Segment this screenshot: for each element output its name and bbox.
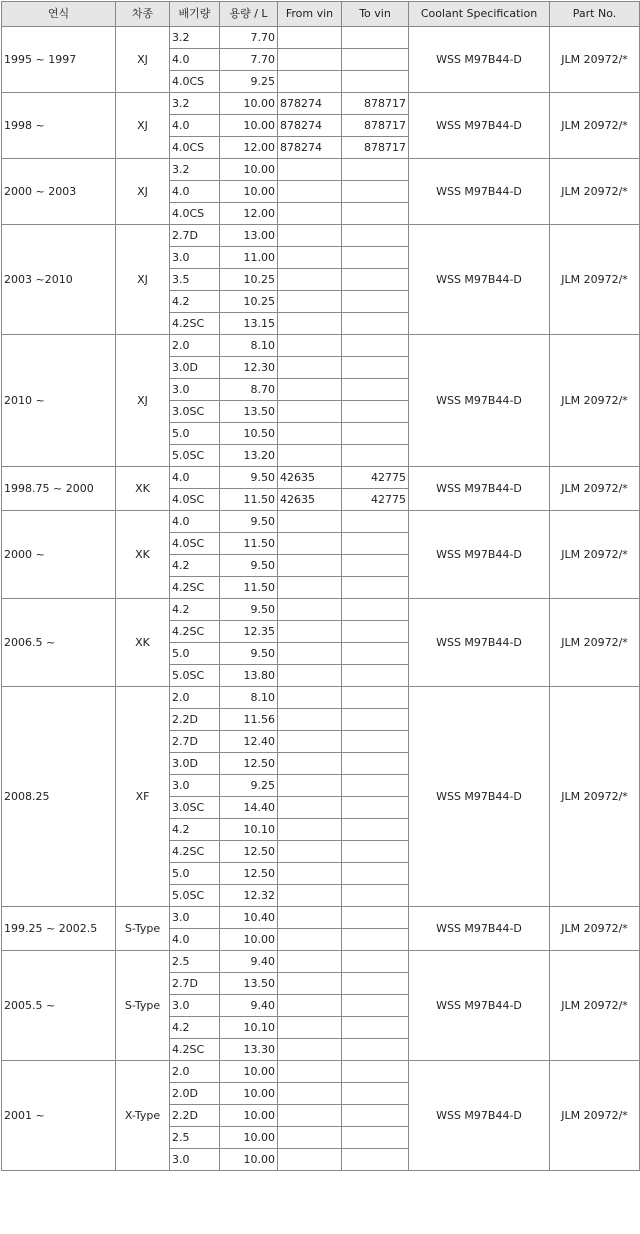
table-row — [2, 599, 640, 621]
cell-displacement: 3.0 — [170, 1149, 220, 1171]
cell-from-vin — [278, 533, 342, 555]
cell-from-vin — [278, 401, 342, 423]
cell-year: 199.25 ~ 2002.5 — [2, 907, 116, 951]
cell-coolant-spec: WSS M97B44-D — [409, 225, 550, 335]
cell-to-vin — [342, 313, 409, 335]
cell-to-vin — [342, 27, 409, 49]
cell-displacement: 5.0 — [170, 423, 220, 445]
cell-to-vin — [342, 577, 409, 599]
cell-to-vin — [342, 335, 409, 357]
cell-to-vin — [342, 269, 409, 291]
cell-to-vin — [342, 775, 409, 797]
col-header-to-vin: To vin — [342, 2, 409, 27]
cell-from-vin — [278, 731, 342, 753]
cell-from-vin — [278, 1017, 342, 1039]
cell-capacity: 13.00 — [220, 225, 278, 247]
cell-displacement: 3.0 — [170, 775, 220, 797]
cell-to-vin — [342, 1083, 409, 1105]
cell-capacity: 10.00 — [220, 1105, 278, 1127]
col-header-from-vin: From vin — [278, 2, 342, 27]
cell-model: X-Type — [116, 1061, 170, 1171]
cell-displacement: 3.0 — [170, 247, 220, 269]
cell-capacity: 10.00 — [220, 159, 278, 181]
cell-to-vin — [342, 181, 409, 203]
table-row — [2, 1061, 640, 1083]
cell-capacity: 9.50 — [220, 555, 278, 577]
table-row — [2, 907, 640, 929]
cell-from-vin — [278, 995, 342, 1017]
cell-model: XJ — [116, 225, 170, 335]
table-row — [2, 951, 640, 973]
cell-to-vin — [342, 797, 409, 819]
cell-capacity: 12.50 — [220, 841, 278, 863]
cell-from-vin — [278, 599, 342, 621]
cell-displacement: 4.2 — [170, 1017, 220, 1039]
cell-part-no: JLM 20972/* — [550, 1061, 640, 1171]
cell-from-vin — [278, 1061, 342, 1083]
table-row — [2, 27, 640, 49]
cell-from-vin — [278, 687, 342, 709]
cell-to-vin — [342, 159, 409, 181]
cell-to-vin — [342, 1105, 409, 1127]
cell-from-vin — [278, 1083, 342, 1105]
cell-year: 1998.75 ~ 2000 — [2, 467, 116, 511]
cell-from-vin — [278, 203, 342, 225]
cell-displacement: 3.5 — [170, 269, 220, 291]
cell-from-vin — [278, 379, 342, 401]
cell-capacity: 9.40 — [220, 995, 278, 1017]
cell-coolant-spec: WSS M97B44-D — [409, 159, 550, 225]
cell-year: 2000 ~ 2003 — [2, 159, 116, 225]
cell-displacement: 4.0SC — [170, 489, 220, 511]
cell-from-vin — [278, 313, 342, 335]
cell-from-vin — [278, 1127, 342, 1149]
cell-year: 1995 ~ 1997 — [2, 27, 116, 93]
col-header-model: 차종 — [116, 2, 170, 27]
cell-to-vin — [342, 885, 409, 907]
cell-part-no: JLM 20972/* — [550, 93, 640, 159]
cell-to-vin — [342, 819, 409, 841]
cell-to-vin: 878717 — [342, 137, 409, 159]
header-row — [2, 2, 640, 27]
cell-displacement: 3.0SC — [170, 401, 220, 423]
cell-year: 2005.5 ~ — [2, 951, 116, 1061]
cell-capacity: 9.50 — [220, 643, 278, 665]
cell-displacement: 3.0SC — [170, 797, 220, 819]
cell-displacement: 4.0CS — [170, 203, 220, 225]
cell-from-vin — [278, 291, 342, 313]
cell-to-vin — [342, 665, 409, 687]
cell-displacement: 4.0 — [170, 115, 220, 137]
cell-displacement: 3.0 — [170, 907, 220, 929]
cell-from-vin: 42635 — [278, 467, 342, 489]
cell-capacity: 10.00 — [220, 115, 278, 137]
cell-capacity: 13.20 — [220, 445, 278, 467]
cell-capacity: 9.50 — [220, 599, 278, 621]
cell-to-vin — [342, 621, 409, 643]
cell-to-vin — [342, 401, 409, 423]
cell-displacement: 2.0D — [170, 1083, 220, 1105]
cell-displacement: 4.0 — [170, 929, 220, 951]
cell-displacement: 3.2 — [170, 93, 220, 115]
cell-to-vin — [342, 225, 409, 247]
cell-from-vin — [278, 753, 342, 775]
cell-coolant-spec: WSS M97B44-D — [409, 467, 550, 511]
cell-from-vin — [278, 27, 342, 49]
cell-displacement: 3.2 — [170, 27, 220, 49]
cell-from-vin — [278, 665, 342, 687]
cell-capacity: 8.10 — [220, 335, 278, 357]
table-row — [2, 159, 640, 181]
cell-capacity: 12.00 — [220, 203, 278, 225]
cell-capacity: 7.70 — [220, 27, 278, 49]
cell-capacity: 9.50 — [220, 467, 278, 489]
col-header-part-no: Part No. — [550, 2, 640, 27]
cell-to-vin — [342, 753, 409, 775]
cell-from-vin — [278, 929, 342, 951]
col-header-capacity: 용량 / L — [220, 2, 278, 27]
cell-capacity: 10.00 — [220, 181, 278, 203]
cell-displacement: 4.2SC — [170, 841, 220, 863]
cell-model: XK — [116, 599, 170, 687]
cell-capacity: 10.00 — [220, 1127, 278, 1149]
cell-capacity: 9.25 — [220, 775, 278, 797]
cell-capacity: 9.40 — [220, 951, 278, 973]
col-header-displacement: 배기량 — [170, 2, 220, 27]
cell-year: 2008.25 — [2, 687, 116, 907]
cell-from-vin — [278, 1105, 342, 1127]
cell-to-vin — [342, 863, 409, 885]
cell-coolant-spec: WSS M97B44-D — [409, 27, 550, 93]
cell-part-no: JLM 20972/* — [550, 599, 640, 687]
cell-displacement: 2.0 — [170, 335, 220, 357]
cell-from-vin — [278, 1039, 342, 1061]
cell-year: 2000 ~ — [2, 511, 116, 599]
cell-displacement: 5.0SC — [170, 665, 220, 687]
cell-from-vin — [278, 709, 342, 731]
cell-model: XJ — [116, 335, 170, 467]
cell-year: 2003 ~2010 — [2, 225, 116, 335]
cell-from-vin — [278, 907, 342, 929]
cell-to-vin — [342, 687, 409, 709]
cell-capacity: 10.10 — [220, 1017, 278, 1039]
cell-to-vin — [342, 533, 409, 555]
cell-from-vin — [278, 775, 342, 797]
cell-capacity: 11.00 — [220, 247, 278, 269]
cell-year: 1998 ~ — [2, 93, 116, 159]
cell-capacity: 10.40 — [220, 907, 278, 929]
cell-from-vin — [278, 71, 342, 93]
table-row — [2, 225, 640, 247]
cell-displacement: 2.7D — [170, 731, 220, 753]
cell-displacement: 4.2 — [170, 599, 220, 621]
cell-to-vin — [342, 291, 409, 313]
cell-displacement: 5.0 — [170, 643, 220, 665]
cell-capacity: 12.50 — [220, 863, 278, 885]
cell-capacity: 10.00 — [220, 929, 278, 951]
cell-capacity: 12.50 — [220, 753, 278, 775]
cell-displacement: 2.0 — [170, 1061, 220, 1083]
cell-to-vin — [342, 71, 409, 93]
cell-from-vin — [278, 885, 342, 907]
cell-model: XJ — [116, 27, 170, 93]
cell-to-vin — [342, 1127, 409, 1149]
cell-to-vin — [342, 1017, 409, 1039]
cell-coolant-spec: WSS M97B44-D — [409, 599, 550, 687]
cell-displacement: 4.2SC — [170, 313, 220, 335]
cell-year: 2001 ~ — [2, 1061, 116, 1171]
cell-displacement: 3.0D — [170, 357, 220, 379]
cell-to-vin — [342, 555, 409, 577]
cell-displacement: 3.0D — [170, 753, 220, 775]
cell-to-vin — [342, 357, 409, 379]
cell-displacement: 5.0SC — [170, 445, 220, 467]
cell-coolant-spec: WSS M97B44-D — [409, 335, 550, 467]
cell-capacity: 11.50 — [220, 489, 278, 511]
cell-capacity: 10.25 — [220, 269, 278, 291]
cell-displacement: 2.5 — [170, 951, 220, 973]
cell-from-vin — [278, 49, 342, 71]
cell-part-no: JLM 20972/* — [550, 907, 640, 951]
col-header-year: 연식 — [2, 2, 116, 27]
cell-displacement: 2.5 — [170, 1127, 220, 1149]
cell-displacement: 4.2SC — [170, 577, 220, 599]
cell-from-vin — [278, 159, 342, 181]
cell-displacement: 4.2 — [170, 819, 220, 841]
cell-coolant-spec: WSS M97B44-D — [409, 907, 550, 951]
cell-capacity: 8.10 — [220, 687, 278, 709]
cell-displacement: 4.0CS — [170, 137, 220, 159]
cell-displacement: 2.2D — [170, 709, 220, 731]
cell-to-vin — [342, 929, 409, 951]
cell-to-vin — [342, 599, 409, 621]
cell-to-vin — [342, 951, 409, 973]
cell-model: XK — [116, 511, 170, 599]
cell-capacity: 9.25 — [220, 71, 278, 93]
cell-year: 2010 ~ — [2, 335, 116, 467]
cell-from-vin: 42635 — [278, 489, 342, 511]
cell-displacement: 4.2SC — [170, 621, 220, 643]
cell-displacement: 4.0 — [170, 511, 220, 533]
cell-displacement: 2.7D — [170, 973, 220, 995]
cell-from-vin — [278, 445, 342, 467]
cell-to-vin: 42775 — [342, 467, 409, 489]
cell-to-vin — [342, 49, 409, 71]
cell-displacement: 4.0CS — [170, 71, 220, 93]
cell-from-vin — [278, 819, 342, 841]
cell-from-vin — [278, 973, 342, 995]
cell-capacity: 11.56 — [220, 709, 278, 731]
cell-displacement: 3.2 — [170, 159, 220, 181]
cell-from-vin — [278, 511, 342, 533]
cell-capacity: 10.00 — [220, 93, 278, 115]
cell-part-no: JLM 20972/* — [550, 27, 640, 93]
cell-to-vin — [342, 423, 409, 445]
table-row — [2, 687, 640, 709]
cell-capacity: 10.00 — [220, 1061, 278, 1083]
cell-to-vin — [342, 511, 409, 533]
cell-model: XF — [116, 687, 170, 907]
cell-capacity: 13.50 — [220, 401, 278, 423]
cell-capacity: 11.50 — [220, 577, 278, 599]
cell-model: S-Type — [116, 951, 170, 1061]
cell-capacity: 9.50 — [220, 511, 278, 533]
cell-to-vin — [342, 841, 409, 863]
cell-coolant-spec: WSS M97B44-D — [409, 951, 550, 1061]
cell-displacement: 4.2 — [170, 291, 220, 313]
coolant-spec-table — [1, 1, 640, 1171]
cell-to-vin — [342, 731, 409, 753]
cell-part-no: JLM 20972/* — [550, 511, 640, 599]
cell-capacity: 12.30 — [220, 357, 278, 379]
cell-displacement: 4.2SC — [170, 1039, 220, 1061]
cell-to-vin: 878717 — [342, 115, 409, 137]
cell-from-vin — [278, 555, 342, 577]
cell-coolant-spec: WSS M97B44-D — [409, 93, 550, 159]
cell-displacement: 4.0SC — [170, 533, 220, 555]
cell-from-vin — [278, 1149, 342, 1171]
table-row — [2, 511, 640, 533]
cell-part-no: JLM 20972/* — [550, 159, 640, 225]
cell-from-vin — [278, 643, 342, 665]
cell-capacity: 12.40 — [220, 731, 278, 753]
cell-part-no: JLM 20972/* — [550, 335, 640, 467]
cell-to-vin — [342, 247, 409, 269]
table-row — [2, 93, 640, 115]
cell-part-no: JLM 20972/* — [550, 687, 640, 907]
cell-displacement: 4.2 — [170, 555, 220, 577]
cell-capacity: 13.50 — [220, 973, 278, 995]
cell-to-vin — [342, 643, 409, 665]
cell-from-vin — [278, 621, 342, 643]
cell-to-vin: 42775 — [342, 489, 409, 511]
cell-from-vin — [278, 225, 342, 247]
cell-displacement: 2.0 — [170, 687, 220, 709]
cell-from-vin — [278, 269, 342, 291]
col-header-coolant-spec: Coolant Specification — [409, 2, 550, 27]
cell-to-vin — [342, 709, 409, 731]
cell-capacity: 14.40 — [220, 797, 278, 819]
cell-to-vin — [342, 379, 409, 401]
cell-part-no: JLM 20972/* — [550, 951, 640, 1061]
cell-from-vin — [278, 423, 342, 445]
cell-displacement: 2.2D — [170, 1105, 220, 1127]
cell-capacity: 13.80 — [220, 665, 278, 687]
cell-from-vin — [278, 841, 342, 863]
cell-part-no: JLM 20972/* — [550, 467, 640, 511]
cell-to-vin: 878717 — [342, 93, 409, 115]
cell-displacement: 4.0 — [170, 49, 220, 71]
cell-from-vin — [278, 181, 342, 203]
cell-from-vin: 878274 — [278, 93, 342, 115]
cell-capacity: 10.00 — [220, 1149, 278, 1171]
cell-model: XJ — [116, 93, 170, 159]
cell-from-vin: 878274 — [278, 115, 342, 137]
cell-displacement: 5.0 — [170, 863, 220, 885]
cell-coolant-spec: WSS M97B44-D — [409, 1061, 550, 1171]
cell-capacity: 12.35 — [220, 621, 278, 643]
cell-from-vin — [278, 951, 342, 973]
cell-part-no: JLM 20972/* — [550, 225, 640, 335]
cell-displacement: 4.0 — [170, 467, 220, 489]
cell-from-vin — [278, 863, 342, 885]
cell-year: 2006.5 ~ — [2, 599, 116, 687]
cell-capacity: 10.25 — [220, 291, 278, 313]
cell-displacement: 4.0 — [170, 181, 220, 203]
cell-to-vin — [342, 907, 409, 929]
cell-to-vin — [342, 1039, 409, 1061]
cell-to-vin — [342, 203, 409, 225]
cell-capacity: 13.15 — [220, 313, 278, 335]
cell-capacity: 8.70 — [220, 379, 278, 401]
cell-from-vin — [278, 357, 342, 379]
cell-from-vin — [278, 577, 342, 599]
cell-capacity: 7.70 — [220, 49, 278, 71]
cell-to-vin — [342, 995, 409, 1017]
cell-to-vin — [342, 1149, 409, 1171]
cell-capacity: 11.50 — [220, 533, 278, 555]
cell-to-vin — [342, 973, 409, 995]
cell-displacement: 3.0 — [170, 379, 220, 401]
cell-model: XJ — [116, 159, 170, 225]
cell-model: S-Type — [116, 907, 170, 951]
cell-to-vin — [342, 1061, 409, 1083]
cell-capacity: 10.50 — [220, 423, 278, 445]
cell-coolant-spec: WSS M97B44-D — [409, 511, 550, 599]
cell-coolant-spec: WSS M97B44-D — [409, 687, 550, 907]
table-row — [2, 467, 640, 489]
cell-capacity: 13.30 — [220, 1039, 278, 1061]
cell-to-vin — [342, 445, 409, 467]
cell-from-vin — [278, 797, 342, 819]
table-row — [2, 335, 640, 357]
cell-from-vin: 878274 — [278, 137, 342, 159]
cell-displacement: 3.0 — [170, 995, 220, 1017]
cell-from-vin — [278, 247, 342, 269]
table-body — [2, 27, 640, 1171]
cell-displacement: 2.7D — [170, 225, 220, 247]
cell-from-vin — [278, 335, 342, 357]
cell-model: XK — [116, 467, 170, 511]
cell-displacement: 5.0SC — [170, 885, 220, 907]
cell-capacity: 12.32 — [220, 885, 278, 907]
cell-capacity: 10.10 — [220, 819, 278, 841]
cell-capacity: 10.00 — [220, 1083, 278, 1105]
cell-capacity: 12.00 — [220, 137, 278, 159]
